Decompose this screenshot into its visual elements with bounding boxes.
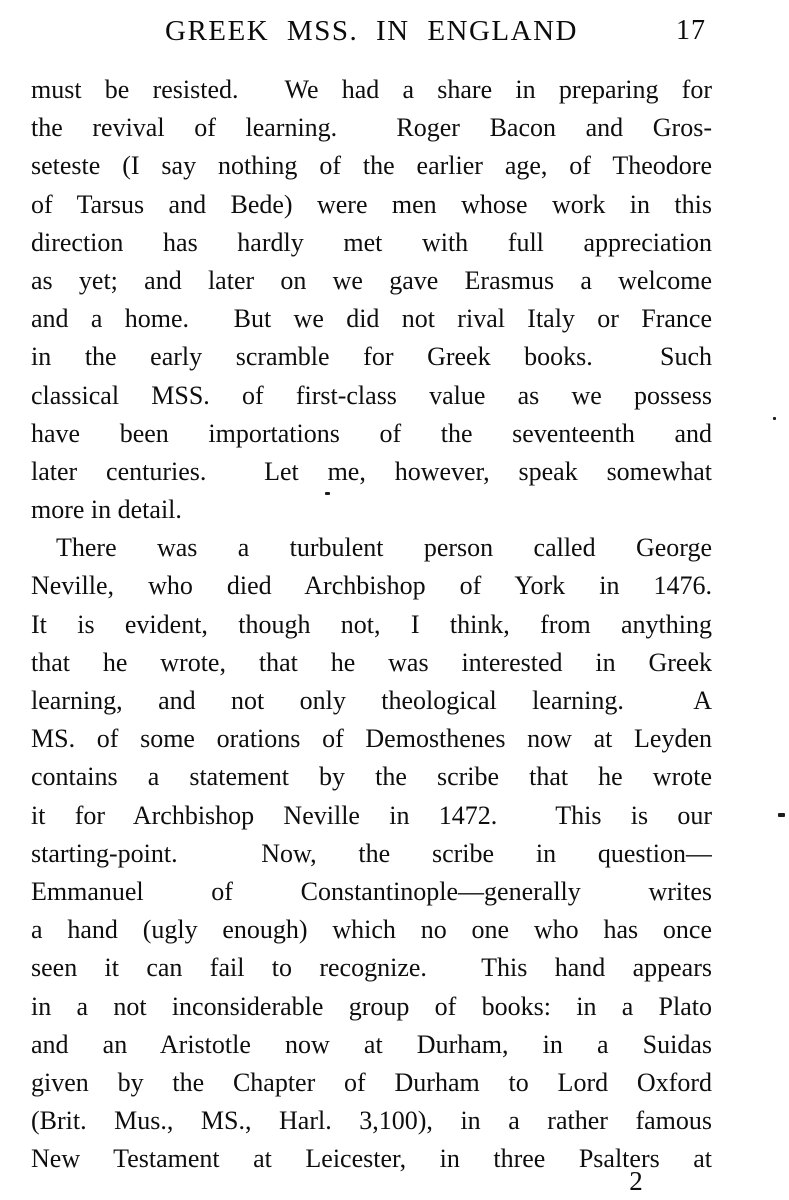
text-line: starting-point. Now, the scribe in question—	[31, 838, 712, 868]
text-line: Neville, who died Archbishop of York in 1476.	[31, 571, 712, 601]
text-line: direction has hardly met with full appreciation	[31, 227, 712, 257]
text-line: later centuries. Let me, however, speak somewhat	[31, 456, 712, 486]
text-line: New Testament at Leicester, in three Psalters at	[31, 1144, 712, 1174]
text-line: that he wrote, that he was interested in Greek	[31, 647, 712, 677]
text-line: Emmanuel of Constantinople—generally writes	[31, 876, 712, 906]
text-line: in a not inconsiderable group of books: in a Plato	[31, 991, 712, 1021]
text-line: MS. of some orations of Demosthenes now at Leyden	[31, 724, 712, 754]
text-line: more in detail.	[31, 495, 182, 525]
text-line: must be resisted. We had a share in preparing for	[31, 75, 712, 104]
text-line: a hand (ugly enough) which no one who has once	[31, 915, 712, 945]
text-line: of Tarsus and Bede) were men whose work in this	[31, 189, 712, 219]
text-line: have been importations of the seventeenth and	[31, 418, 712, 448]
text-line: There was a turbulent person called George	[56, 533, 712, 563]
text-line: in the early scramble for Greek books. Such	[31, 342, 712, 372]
text-line: contains a statement by the scribe that he wrote	[31, 762, 712, 792]
page-title: GREEK MSS. IN ENGLAND	[165, 15, 578, 47]
text-line: seen it can fail to recognize. This hand appears	[31, 953, 712, 983]
signature-mark: 2	[629, 1166, 643, 1196]
text-line: the revival of learning. Roger Bacon and Gros-	[31, 113, 712, 143]
scan-speck	[325, 492, 330, 495]
text-line: and a home. But we did not rival Italy or France	[31, 304, 712, 334]
text-line: given by the Chapter of Durham to Lord Oxford	[31, 1067, 712, 1097]
text-line: (Brit. Mus., MS., Harl. 3,100), in a rather famous	[31, 1106, 712, 1136]
scan-speck	[773, 417, 776, 420]
text-line: learning, and not only theological learning. A	[31, 686, 712, 715]
page-number: 17	[676, 15, 706, 46]
text-line: it for Archbishop Neville in 1472. This is our	[31, 800, 712, 830]
text-line: as yet; and later on we gave Erasmus a welcome	[31, 265, 712, 295]
body-text	[31, 71, 712, 1178]
running-head	[31, 14, 712, 54]
text-line: and an Aristotle now at Durham, in a Suidas	[31, 1029, 712, 1059]
text-line: classical MSS. of first-class value as we possess	[31, 380, 712, 410]
scan-speck	[778, 813, 785, 817]
text-line: seteste (I say nothing of the earlier age, of Theodore	[31, 151, 712, 181]
text-line: It is evident, though not, I think, from anything	[31, 609, 712, 639]
